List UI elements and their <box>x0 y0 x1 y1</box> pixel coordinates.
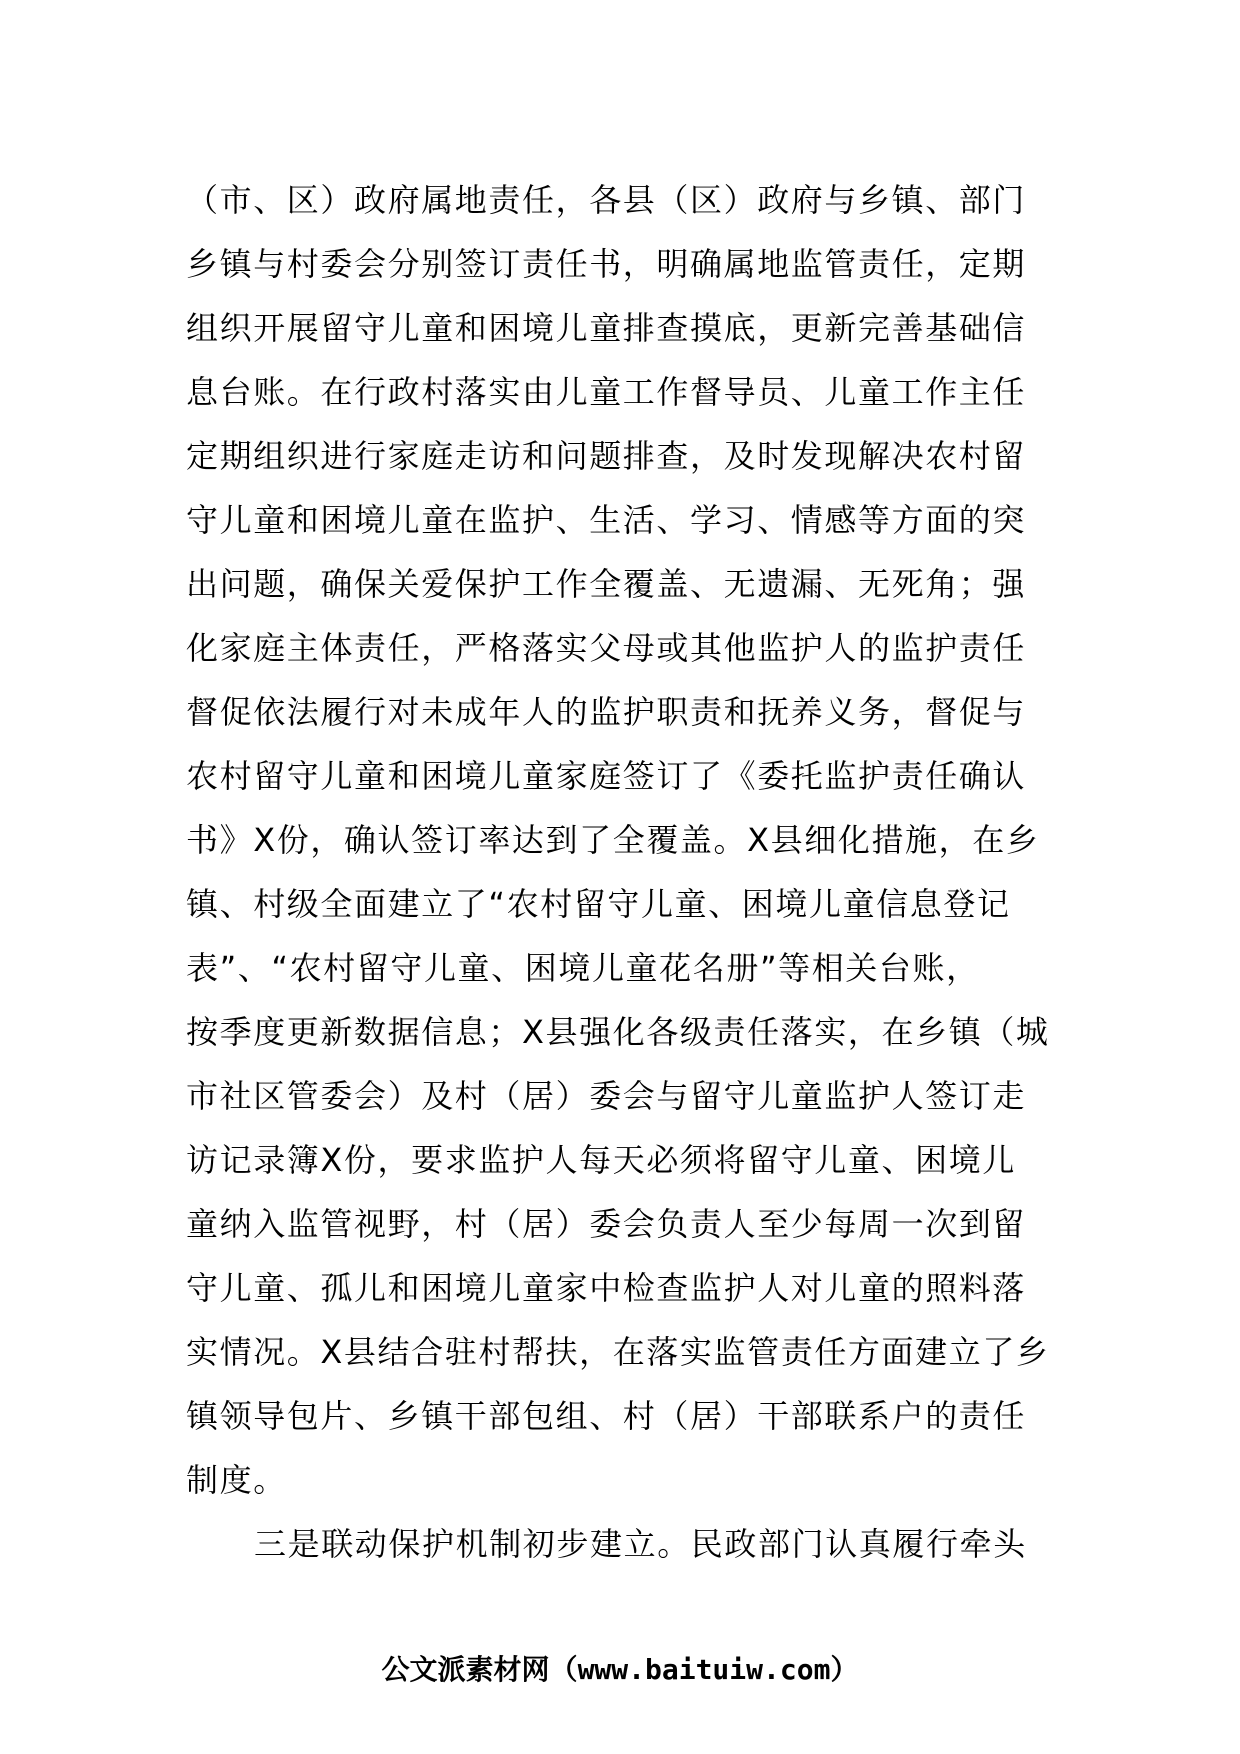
footer-open-paren: （ <box>549 1653 578 1686</box>
footer-url: www.baituiw.com <box>577 1653 831 1686</box>
paragraph-line-11: 书》X份，确认签订率达到了全覆盖。X县细化措施，在乡 <box>186 821 1040 859</box>
footer-close-paren: ） <box>830 1653 859 1686</box>
paragraph-line-10: 农村留守儿童和困境儿童家庭签订了《委托监护责任确认 <box>186 757 1027 795</box>
paragraph-line-14: 按季度更新数据信息；X县强化各级责任落实，在乡镇（城 <box>186 1013 1050 1051</box>
paragraph-line-5: 定期组织进行家庭走访和问题排查，及时发现解决农村留 <box>186 437 1027 475</box>
paragraph-line-3: 组织开展留守儿童和困境儿童排查摸底，更新完善基础信 <box>186 309 1027 347</box>
paragraph-line-19: 实情况。X县结合驻村帮扶，在落实监管责任方面建立了乡 <box>186 1333 1050 1371</box>
paragraph-line-9: 督促依法履行对未成年人的监护职责和抚养义务，督促与 <box>186 693 1027 731</box>
paragraph-line-21: 制度。 <box>186 1461 287 1499</box>
footer-watermark <box>0 1650 1240 1690</box>
footer-site-name: 公文派素材网 <box>381 1653 550 1686</box>
paragraph-line-1: （市、区）政府属地责任，各县（区）政府与乡镇、部门 <box>186 181 1027 219</box>
paragraph-line-22: 三是联动保护机制初步建立。民政部门认真履行牵头 <box>254 1525 1027 1563</box>
paragraph-line-12: 镇、村级全面建立了“农村留守儿童、困境儿童信息登记 <box>186 885 1011 923</box>
paragraph-line-4: 息台账。在行政村落实由儿童工作督导员、儿童工作主任 <box>186 373 1027 411</box>
paragraph-line-16: 访记录簿X份，要求监护人每天必须将留守儿童、困境儿 <box>186 1141 1016 1179</box>
paragraph-line-18: 守儿童、孤儿和困境儿童家中检查监护人对儿童的照料落 <box>186 1269 1027 1307</box>
paragraph-line-15: 市社区管委会）及村（居）委会与留守儿童监护人签订走 <box>186 1077 1027 1115</box>
paragraph-line-8: 化家庭主体责任，严格落实父母或其他监护人的监护责任 <box>186 629 1027 667</box>
document-body <box>186 168 1066 1576</box>
paragraph-line-13: 表”、“农村留守儿童、困境儿童花名册”等相关台账， <box>186 949 980 987</box>
paragraph-line-17: 童纳入监管视野，村（居）委会负责人至少每周一次到留 <box>186 1205 1027 1243</box>
paragraph-line-2: 乡镇与村委会分别签订责任书，明确属地监管责任，定期 <box>186 245 1027 283</box>
paragraph-line-20: 镇领导包片、乡镇干部包组、村（居）干部联系户的责任 <box>186 1397 1027 1435</box>
paragraph-line-6: 守儿童和困境儿童在监护、生活、学习、情感等方面的突 <box>186 501 1027 539</box>
paragraph-line-7: 出问题，确保关爱保护工作全覆盖、无遗漏、无死角；强 <box>186 565 1027 603</box>
